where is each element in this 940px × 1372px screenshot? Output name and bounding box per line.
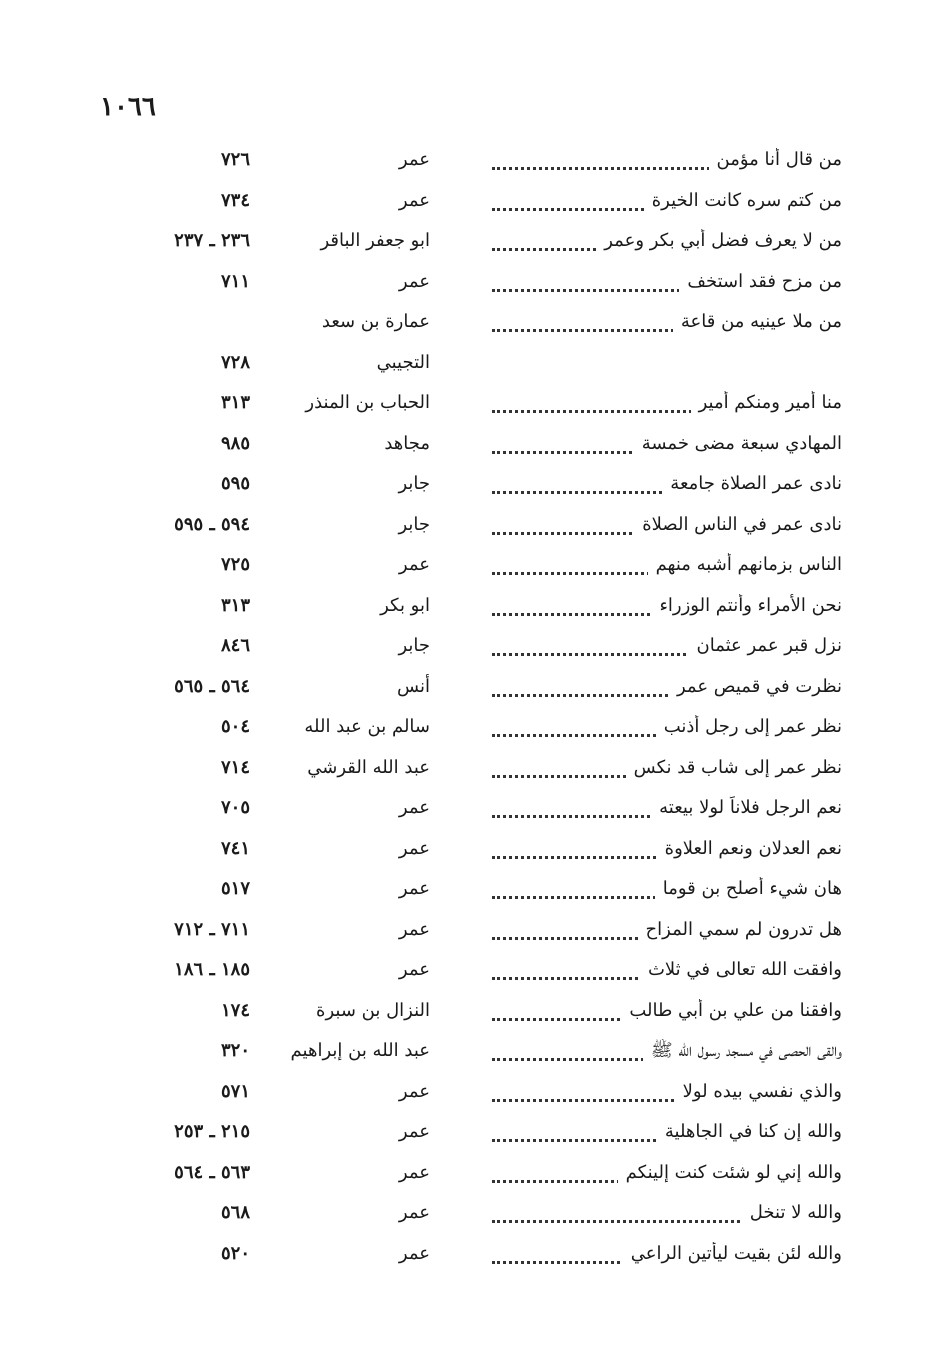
hadith-phrase [492,958,842,982]
hadith-phrase [492,472,842,496]
hadith-phrase [492,1201,842,1225]
hadith-phrase [492,837,842,861]
index-row [0,505,940,546]
page-reference: ٧١٤ [220,756,250,778]
hadith-phrase [492,1161,842,1185]
page-reference: ٧٢٥ [220,554,250,575]
hadith-phrase [492,391,842,415]
index-row [0,221,940,262]
hadith-phrase-text: والله إني لو شئت كنت إلينكم [618,1162,842,1183]
narrator-name: عمر [398,878,430,899]
hadith-phrase [492,634,842,658]
index-row [0,262,940,303]
page-reference: ٥٦٨ [220,1202,250,1223]
hadith-phrase-text: نحن الأمراء وأنتم الوزراء [651,595,842,616]
narrator-name: الحباب بن المنذر [305,392,430,413]
hadith-phrase [492,1039,842,1063]
index-row [0,302,940,343]
page-reference: ٧٢٨ [220,351,250,373]
hadith-phrase-text: والله لئن بقيت ليأتين الراعي [623,1243,842,1264]
hadith-phrase [492,918,842,942]
page-reference: ٣١٣ [220,594,250,616]
hadith-phrase-text: نظرت في قميص عمر [669,676,842,697]
page-reference: ٢٣٦ ـ ٢٣٧ [174,230,250,251]
page-reference: ٥٢٠ [220,1242,250,1264]
hadith-phrase [492,1242,842,1266]
narrator-name: عمر [398,1080,430,1102]
index-row [0,869,940,910]
hadith-phrase [492,148,842,172]
index-row [0,464,940,505]
hadith-phrase-text: والله إن كنا في الجاهلية [657,1121,842,1142]
hadith-phrase-text: نادى عمر الصلاة جامعة [662,473,842,494]
page-number: ١٠٦٦ [100,92,156,122]
narrator-name: عبد الله بن إبراهيم [290,1040,430,1061]
narrator-name: عمر [398,797,430,818]
index-row [0,181,940,222]
page-reference: ٥٩٤ ـ ٥٩٥ [174,513,250,535]
narrator-name: جابر [398,635,430,656]
narrator-name: عمارة بن سعد [321,311,430,332]
hadith-phrase-text: هل تدرون لم سمي المزاح [638,919,842,940]
page-reference: ٩٨٥ [220,432,250,454]
narrator-name: جابر [398,513,430,535]
hadith-phrase-text: والذي نفسي بيده لولا [675,1081,842,1102]
index-row [0,1234,940,1275]
index-row [0,586,940,627]
index-row [0,1031,940,1072]
hadith-phrase-text: المهادي سبعة مضى خمسة [634,433,842,454]
page-reference: ٧٤١ [220,837,250,859]
page-reference: ٥٧١ [220,1080,250,1102]
hadith-phrase [492,877,842,901]
index-row [0,140,940,181]
page-reference: ٧٣٤ [220,189,250,211]
hadith-phrase-text: والله لا تنخل [742,1202,842,1223]
hadith-phrase-text: نعم العدلان ونعم العلاوة [657,838,842,859]
narrator-name: عمر [398,837,430,859]
narrator-name: عمر [398,959,430,980]
index-row [0,424,940,465]
index-table [0,140,940,1274]
index-row [0,829,940,870]
hadith-phrase [492,270,842,294]
index-row [0,1072,940,1113]
narrator-name: عمر [398,270,430,292]
index-row [0,383,940,424]
page-reference: ٨٤٦ [220,635,250,656]
hadith-phrase [492,229,842,253]
page-reference: ٧٢٦ [220,149,250,170]
narrator-name: سالم بن عبد الله [304,716,430,737]
hadith-phrase [492,553,842,577]
hadith-phrase-text: الناس بزمانهم أشبه منهم [648,554,842,575]
hadith-phrase [492,189,842,213]
hadith-phrase [492,310,842,334]
page-reference: ٧١١ [220,270,250,292]
index-row [0,626,940,667]
hadith-phrase-text: وافقنا من علي بن أبي طالب [621,1000,842,1021]
page-reference: ٥٩٥ [220,473,250,494]
hadith-phrase-text: من كتم سره كانت الخيرة [644,190,842,211]
index-row [0,748,940,789]
narrator-name: ابو بكر [380,594,430,616]
narrator-name: عمر [398,918,430,940]
page-reference: ١٨٥ ـ ١٨٦ [174,959,250,980]
page-reference: ٥١٧ [220,878,250,899]
narrator-name: عمر [398,554,430,575]
page-reference: ٣٢٠ [220,1040,250,1061]
hadith-phrase-text: من ملا عينيه من قاعة [673,311,842,332]
narrator-name: عمر [398,1242,430,1264]
hadith-phrase-text: من مزح فقد استخف [679,271,842,292]
hadith-phrase [492,432,842,456]
page-reference: ١٧٤ [220,999,250,1021]
hadith-phrase [492,675,842,699]
index-row [0,667,940,708]
hadith-phrase-text: نزل قبر عمر عثمان [688,635,842,656]
index-row [0,343,940,384]
index-row [0,545,940,586]
hadith-phrase [492,796,842,820]
index-row [0,1193,940,1234]
narrator-name: عمر [398,189,430,211]
hadith-phrase [492,715,842,739]
page-reference: ٧١١ ـ ٧١٢ [174,918,250,940]
index-row [0,1153,940,1194]
index-row [0,1112,940,1153]
page-reference: ٥٦٤ ـ ٥٦٥ [174,675,250,697]
page-reference: ٥٦٣ ـ ٥٦٤ [174,1161,250,1183]
page-reference: ٣١٣ [220,392,250,413]
index-row [0,707,940,748]
hadith-phrase-text: نظر عمر إلى شاب قد نكس [626,757,842,778]
hadith-phrase-text: نادى عمر في الناس الصلاة [634,514,842,535]
narrator-name: عمر [398,1202,430,1223]
narrator-name: النزال بن سبرة [316,999,430,1021]
hadith-phrase [492,756,842,780]
narrator-name: التجيبي [376,351,430,373]
hadith-phrase-text: نظر عمر إلى رجل أذنب [656,716,842,737]
hadith-phrase-text: نعم الرجل فلاناً لولا بيعته [651,797,842,818]
page-reference: ٥٠٤ [220,716,250,737]
hadith-phrase-text: وافقت الله تعالى في ثلاث [640,959,842,980]
page-reference: ٢١٥ ـ ٢٥٣ [174,1121,250,1142]
hadith-phrase [492,1120,842,1144]
hadith-phrase-text: منا أمير ومنكم أمير [691,392,842,413]
hadith-phrase [492,1080,842,1104]
narrator-name: عمر [398,1121,430,1142]
narrator-name: عمر [398,149,430,170]
hadith-phrase-text: من لا يعرف فضل أبي بكر وعمر [596,230,842,251]
narrator-name: جابر [398,473,430,494]
hadith-phrase [492,513,842,537]
page-reference: ٧٠٥ [220,797,250,818]
hadith-phrase-text: والقى الحصى في مسجد رسول الله ﷺ [643,1040,842,1061]
hadith-phrase [492,594,842,618]
narrator-name: عمر [398,1161,430,1183]
hadith-phrase-text: هان شيء أصلح بن قوما [655,878,842,899]
index-row [0,910,940,951]
hadith-phrase [492,999,842,1023]
narrator-name: عبد الله القرشي [307,756,430,778]
narrator-name: أنس [397,675,430,697]
narrator-name: ابو جعفر الباقر [320,230,430,251]
index-row [0,788,940,829]
hadith-phrase-text: من قال أنا مؤمن [709,149,842,170]
index-row [0,950,940,991]
narrator-name: مجاهد [384,432,430,454]
index-row [0,991,940,1032]
